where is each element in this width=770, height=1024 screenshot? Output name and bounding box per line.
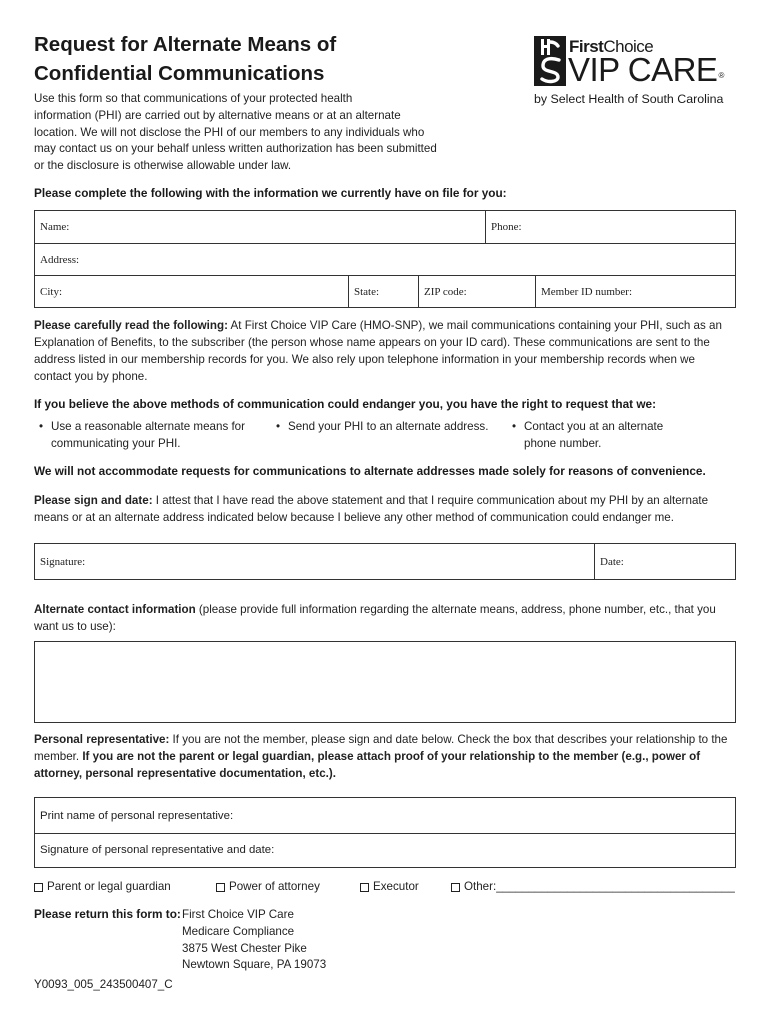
rights-heading: If you believe the above methods of communication could endanger you, you have the right to request that we: xyxy=(34,397,657,411)
intro-paragraph xyxy=(34,91,454,175)
state-field[interactable] xyxy=(349,276,418,307)
member-info-table xyxy=(34,210,736,308)
signature-table xyxy=(34,543,736,580)
personal-rep-table xyxy=(34,797,736,868)
intro-line: or the disclosure is otherwise allowable under law. xyxy=(34,159,292,173)
bullet-item: • Contact you at an alternate phone number. xyxy=(512,420,664,450)
checkbox-executor[interactable] xyxy=(360,883,369,892)
print-name-field[interactable] xyxy=(35,798,735,833)
zip-label: ZIP code: xyxy=(424,286,467,298)
checkbox-label: Parent or legal guardian xyxy=(47,880,171,893)
address-label: Address: xyxy=(40,254,80,266)
personal-rep-paragraph: Personal representative: If you are not the member, please sign and date below. Check the box that describes your relationship to the member. If you are not the parent or legal guardian, please attach proof of your relationship to the member (e.g., power of attorney, personal representative documentation, etc.). xyxy=(34,733,728,780)
phone-label: Phone: xyxy=(491,221,522,233)
convenience-note: We will not accommodate requests for communications to alternate addresses made solely for reasons of convenience. xyxy=(34,464,706,478)
title-line-1: Request for Alternate Means of xyxy=(34,33,337,56)
first-choice-vip-care-logo xyxy=(534,36,740,108)
alternate-contact-box[interactable] xyxy=(34,641,736,723)
rep-signature-field[interactable] xyxy=(35,834,735,867)
return-label: Please return this form to: xyxy=(34,907,181,921)
member-info-heading: Please complete the following with the information we currently have on file for you: xyxy=(34,186,507,200)
logo-byline: by Select Health of South Carolina xyxy=(534,92,724,106)
member-id-label: Member ID number: xyxy=(541,286,633,298)
return-address: First Choice VIP Care Medicare Compliance 3875 West Chester Pike Newtown Square, PA 19073 xyxy=(182,908,327,972)
bullet-item: • Send your PHI to an alternate address. xyxy=(276,420,489,433)
bullet-item: • Use a reasonable alternate means for communicating your PHI. xyxy=(39,420,245,450)
checkbox-label: Power of attorney xyxy=(229,880,320,893)
phone-field[interactable] xyxy=(486,211,736,243)
intro-line: information (PHI) are carried out by alternative means or at an alternate xyxy=(34,108,401,122)
logo-s-icon xyxy=(534,36,566,86)
checkbox-label: Other:_____________________________________ xyxy=(464,880,735,893)
date-field[interactable] xyxy=(595,544,735,579)
rep-signature-label: Signature of personal representative and date: xyxy=(40,844,275,856)
name-label: Name: xyxy=(40,221,70,233)
intro-line: may contact us on your behalf unless written authorization has been submitted xyxy=(34,142,437,156)
intro-line: location. We will not disclose the PHI of our members to any individuals who xyxy=(34,125,425,139)
logo-first-choice: FirstChoice xyxy=(569,37,654,56)
title-line-2: Confidential Communications xyxy=(34,62,325,85)
name-field[interactable] xyxy=(35,211,485,243)
sign-paragraph: Please sign and date: I attest that I have read the above statement and that I require communication about my PHI by an alternate means or at an alternate address indicated below because I believe any other method of communication could endanger me. xyxy=(34,494,709,524)
read-paragraph: Please carefully read the following: At First Choice VIP Care (HMO-SNP), we mail communications containing your PHI, such as an Explanation of Benefits, to the subscriber (the person whose name appears on your ID card). These communications are sent to the address listed in our membership records for you. We also rely upon telephone information in your membership records when we contact you by phone. xyxy=(34,319,722,383)
checkbox-label: Executor xyxy=(373,880,419,893)
city-label: City: xyxy=(40,286,63,298)
checkbox-other[interactable] xyxy=(451,883,460,892)
member-id-field[interactable] xyxy=(536,276,735,307)
state-label: State: xyxy=(354,286,380,298)
print-name-label: Print name of personal representative: xyxy=(40,810,234,822)
zip-field[interactable] xyxy=(419,276,535,307)
checkbox-power-of-attorney[interactable] xyxy=(216,883,225,892)
checkbox-parent-guardian[interactable] xyxy=(34,883,43,892)
logo-vip-care: VIP CARE® xyxy=(568,51,724,88)
alternate-contact-paragraph: Alternate contact information (please provide full information regarding the alternate means, address, phone number, etc., that you want us to use): xyxy=(34,603,716,633)
signature-field[interactable] xyxy=(35,544,594,579)
city-field[interactable] xyxy=(35,276,348,307)
form-code: Y0093_005_243500407_C xyxy=(34,978,173,991)
date-label: Date: xyxy=(600,556,624,568)
signature-label: Signature: xyxy=(40,556,86,568)
address-field[interactable] xyxy=(35,244,735,275)
page-title xyxy=(34,30,336,88)
intro-line: Use this form so that communications of your protected health xyxy=(34,92,353,105)
